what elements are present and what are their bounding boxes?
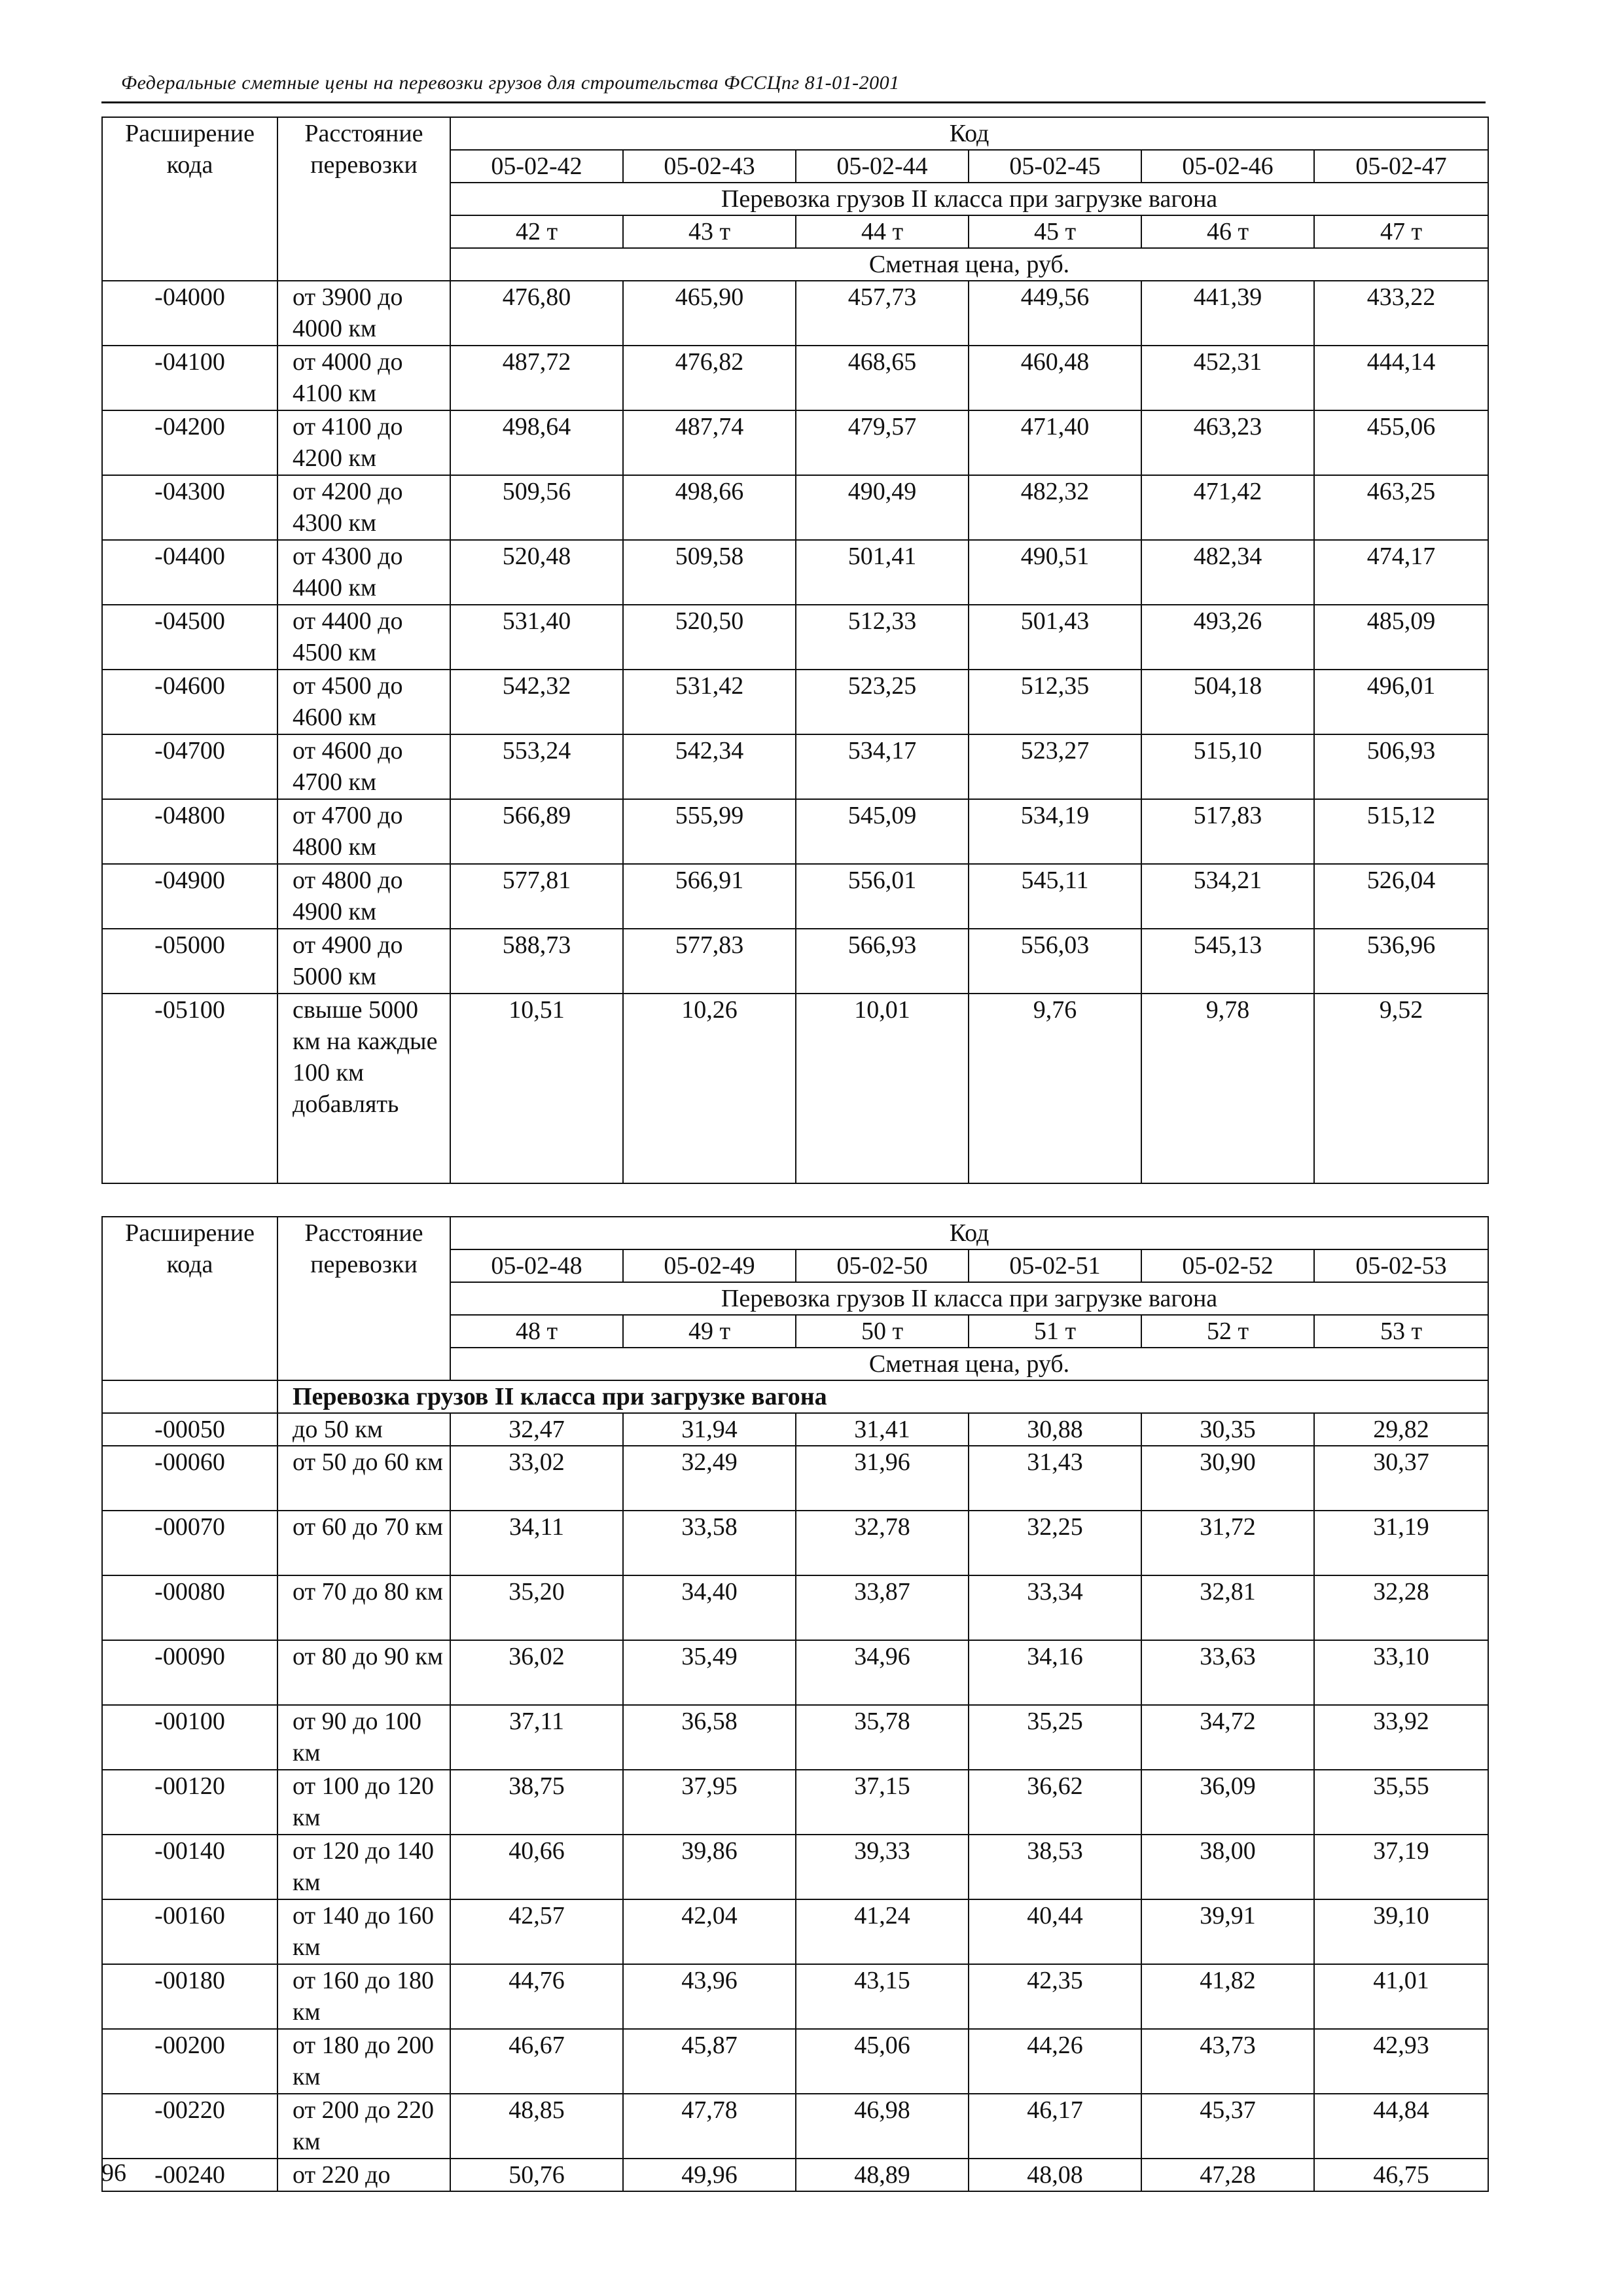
price-cell: 471,40 xyxy=(969,410,1141,475)
price-cell: 534,17 xyxy=(796,734,969,799)
price-cell: 468,65 xyxy=(796,346,969,410)
price-cell: 47,78 xyxy=(623,2094,796,2159)
table-row xyxy=(102,1413,1488,1446)
price-cell: 498,64 xyxy=(450,410,623,475)
price-cell: 482,34 xyxy=(1141,540,1314,605)
kod-header: Код xyxy=(450,117,1488,150)
price-cell: 31,96 xyxy=(796,1446,969,1511)
price-cell: 39,10 xyxy=(1314,1899,1488,1964)
price-cell: 556,01 xyxy=(796,864,969,929)
code-cell: 05-02-43 xyxy=(623,150,796,183)
price-cell: 31,43 xyxy=(969,1446,1141,1511)
price-table-1 xyxy=(101,117,1489,1184)
price-cell: 34,16 xyxy=(969,1640,1141,1705)
extension-code-cell: -05100 xyxy=(102,994,277,1183)
distance-cell: свыше 5000 км на каждые 100 км добавлять xyxy=(277,994,450,1183)
price-cell: 460,48 xyxy=(969,346,1141,410)
price-cell: 504,18 xyxy=(1141,670,1314,734)
extension-code-cell: -00080 xyxy=(102,1575,277,1640)
extension-code-cell: -04500 xyxy=(102,605,277,670)
price-cell: 476,82 xyxy=(623,346,796,410)
page-number: 96 xyxy=(101,2159,126,2187)
distance-cell: от 4700 до 4800 км xyxy=(277,799,450,864)
price-cell: 37,95 xyxy=(623,1770,796,1835)
distance-cell: от 60 до 70 км xyxy=(277,1511,450,1575)
price-cell: 31,41 xyxy=(796,1413,969,1446)
price-cell: 37,11 xyxy=(450,1705,623,1770)
price-cell: 45,87 xyxy=(623,2029,796,2094)
extension-code-cell: -00240 xyxy=(102,2159,277,2191)
price-cell: 465,90 xyxy=(623,281,796,346)
price-cell: 39,86 xyxy=(623,1835,796,1899)
table-row xyxy=(102,1575,1488,1640)
section-blank-cell xyxy=(102,1380,277,1413)
price-cell: 46,67 xyxy=(450,2029,623,2094)
table-row xyxy=(102,1964,1488,2029)
distance-cell: до 50 км xyxy=(277,1413,450,1446)
section-title: Перевозка грузов II класса при загрузке вагона xyxy=(277,1380,1488,1413)
col-header-extension: Расширение кода xyxy=(102,117,277,281)
price-cell: 520,50 xyxy=(623,605,796,670)
price-cell: 37,15 xyxy=(796,1770,969,1835)
extension-code-cell: -00220 xyxy=(102,2094,277,2159)
distance-cell: от 4500 до 4600 км xyxy=(277,670,450,734)
cargo-class-label: Перевозка грузов II класса при загрузке вагона xyxy=(450,1282,1488,1315)
price-cell: 43,96 xyxy=(623,1964,796,2029)
price-cell: 42,57 xyxy=(450,1899,623,1964)
extension-code-cell: -00070 xyxy=(102,1511,277,1575)
price-cell: 449,56 xyxy=(969,281,1141,346)
price-cell: 30,35 xyxy=(1141,1413,1314,1446)
table-row xyxy=(102,1511,1488,1575)
tonnage-cell: 43 т xyxy=(623,215,796,248)
price-cell: 35,49 xyxy=(623,1640,796,1705)
price-cell: 40,44 xyxy=(969,1899,1141,1964)
price-cell: 526,04 xyxy=(1314,864,1488,929)
tonnage-cell: 48 т xyxy=(450,1315,623,1348)
price-cell: 35,20 xyxy=(450,1575,623,1640)
distance-cell: от 90 до 100 км xyxy=(277,1705,450,1770)
price-cell: 35,25 xyxy=(969,1705,1141,1770)
price-cell: 531,42 xyxy=(623,670,796,734)
table-row xyxy=(102,346,1488,410)
price-cell: 47,28 xyxy=(1141,2159,1314,2191)
price-cell: 490,49 xyxy=(796,475,969,540)
tonnage-cell: 42 т xyxy=(450,215,623,248)
code-cell: 05-02-46 xyxy=(1141,150,1314,183)
table-row xyxy=(102,475,1488,540)
price-cell: 36,02 xyxy=(450,1640,623,1705)
price-cell: 463,23 xyxy=(1141,410,1314,475)
price-cell: 452,31 xyxy=(1141,346,1314,410)
price-cell: 36,62 xyxy=(969,1770,1141,1835)
table-row xyxy=(102,1770,1488,1835)
price-cell: 433,22 xyxy=(1314,281,1488,346)
tonnage-cell: 47 т xyxy=(1314,215,1488,248)
price-cell: 487,72 xyxy=(450,346,623,410)
table-row xyxy=(102,1705,1488,1770)
price-cell: 534,19 xyxy=(969,799,1141,864)
distance-cell: от 140 до 160 км xyxy=(277,1899,450,1964)
tonnage-cell: 51 т xyxy=(969,1315,1141,1348)
extension-code-cell: -04000 xyxy=(102,281,277,346)
distance-cell: от 50 до 60 км xyxy=(277,1446,450,1511)
price-cell: 33,87 xyxy=(796,1575,969,1640)
price-cell: 44,84 xyxy=(1314,2094,1488,2159)
distance-cell: от 180 до 200 км xyxy=(277,2029,450,2094)
price-cell: 506,93 xyxy=(1314,734,1488,799)
extension-code-cell: -00050 xyxy=(102,1413,277,1446)
tonnage-cell: 46 т xyxy=(1141,215,1314,248)
price-cell: 520,48 xyxy=(450,540,623,605)
extension-code-cell: -04400 xyxy=(102,540,277,605)
price-cell: 32,28 xyxy=(1314,1575,1488,1640)
price-cell: 33,10 xyxy=(1314,1640,1488,1705)
distance-cell: от 4200 до 4300 км xyxy=(277,475,450,540)
price-cell: 490,51 xyxy=(969,540,1141,605)
distance-cell: от 4300 до 4400 км xyxy=(277,540,450,605)
price-label: Сметная цена, руб. xyxy=(450,1348,1488,1380)
tonnage-cell: 50 т xyxy=(796,1315,969,1348)
extension-code-cell: -00060 xyxy=(102,1446,277,1511)
header-rule xyxy=(101,101,1486,103)
price-cell: 33,92 xyxy=(1314,1705,1488,1770)
price-cell: 38,75 xyxy=(450,1770,623,1835)
price-cell: 444,14 xyxy=(1314,346,1488,410)
extension-code-cell: -00090 xyxy=(102,1640,277,1705)
price-cell: 33,34 xyxy=(969,1575,1141,1640)
price-cell: 501,43 xyxy=(969,605,1141,670)
distance-cell: от 3900 до 4000 км xyxy=(277,281,450,346)
price-cell: 30,37 xyxy=(1314,1446,1488,1511)
price-cell: 10,51 xyxy=(450,994,623,1183)
code-cell: 05-02-53 xyxy=(1314,1249,1488,1282)
price-cell: 523,25 xyxy=(796,670,969,734)
code-cell: 05-02-51 xyxy=(969,1249,1141,1282)
extension-code-cell: -04200 xyxy=(102,410,277,475)
extension-code-cell: -00100 xyxy=(102,1705,277,1770)
col-header-distance: Расстояние перевозки xyxy=(277,117,450,281)
code-cell: 05-02-50 xyxy=(796,1249,969,1282)
table-row xyxy=(102,605,1488,670)
price-cell: 36,09 xyxy=(1141,1770,1314,1835)
code-cell: 05-02-45 xyxy=(969,150,1141,183)
price-cell: 9,76 xyxy=(969,994,1141,1183)
price-cell: 35,55 xyxy=(1314,1770,1488,1835)
price-cell: 509,56 xyxy=(450,475,623,540)
price-cell: 45,06 xyxy=(796,2029,969,2094)
table-row xyxy=(102,1446,1488,1511)
kod-header: Код xyxy=(450,1217,1488,1249)
price-cell: 46,75 xyxy=(1314,2159,1488,2191)
price-label: Сметная цена, руб. xyxy=(450,248,1488,281)
price-cell: 566,93 xyxy=(796,929,969,994)
price-cell: 9,78 xyxy=(1141,994,1314,1183)
distance-cell: от 4900 до 5000 км xyxy=(277,929,450,994)
extension-code-cell: -00140 xyxy=(102,1835,277,1899)
tonnage-cell: 53 т xyxy=(1314,1315,1488,1348)
table-row xyxy=(102,410,1488,475)
extension-code-cell: -04800 xyxy=(102,799,277,864)
price-cell: 30,88 xyxy=(969,1413,1141,1446)
distance-cell: от 4100 до 4200 км xyxy=(277,410,450,475)
table-row xyxy=(102,734,1488,799)
distance-cell: от 4000 до 4100 км xyxy=(277,346,450,410)
price-cell: 42,04 xyxy=(623,1899,796,1964)
code-cell: 05-02-47 xyxy=(1314,150,1488,183)
price-cell: 471,42 xyxy=(1141,475,1314,540)
tonnage-cell: 44 т xyxy=(796,215,969,248)
price-cell: 46,17 xyxy=(969,2094,1141,2159)
extension-code-cell: -04600 xyxy=(102,670,277,734)
price-cell: 485,09 xyxy=(1314,605,1488,670)
price-cell: 577,83 xyxy=(623,929,796,994)
price-cell: 501,41 xyxy=(796,540,969,605)
price-cell: 29,82 xyxy=(1314,1413,1488,1446)
price-cell: 577,81 xyxy=(450,864,623,929)
price-cell: 36,58 xyxy=(623,1705,796,1770)
price-cell: 588,73 xyxy=(450,929,623,994)
code-cell: 05-02-48 xyxy=(450,1249,623,1282)
tonnage-cell: 49 т xyxy=(623,1315,796,1348)
price-cell: 31,94 xyxy=(623,1413,796,1446)
price-cell: 38,53 xyxy=(969,1835,1141,1899)
price-cell: 496,01 xyxy=(1314,670,1488,734)
price-cell: 10,01 xyxy=(796,994,969,1183)
price-cell: 536,96 xyxy=(1314,929,1488,994)
price-cell: 46,98 xyxy=(796,2094,969,2159)
table-row xyxy=(102,1835,1488,1899)
table-header-row xyxy=(102,1217,1488,1249)
price-cell: 48,08 xyxy=(969,2159,1141,2191)
price-cell: 44,26 xyxy=(969,2029,1141,2094)
price-cell: 531,40 xyxy=(450,605,623,670)
table-row xyxy=(102,864,1488,929)
table-row xyxy=(102,994,1488,1183)
price-cell: 545,13 xyxy=(1141,929,1314,994)
price-cell: 523,27 xyxy=(969,734,1141,799)
table-row xyxy=(102,799,1488,864)
table-row xyxy=(102,1640,1488,1705)
tonnage-cell: 52 т xyxy=(1141,1315,1314,1348)
price-cell: 48,85 xyxy=(450,2094,623,2159)
price-cell: 517,83 xyxy=(1141,799,1314,864)
price-cell: 493,26 xyxy=(1141,605,1314,670)
price-cell: 476,80 xyxy=(450,281,623,346)
extension-code-cell: -05000 xyxy=(102,929,277,994)
price-cell: 34,11 xyxy=(450,1511,623,1575)
price-cell: 482,32 xyxy=(969,475,1141,540)
tonnage-cell: 45 т xyxy=(969,215,1141,248)
table-row xyxy=(102,281,1488,346)
price-cell: 455,06 xyxy=(1314,410,1488,475)
distance-cell: от 100 до 120 км xyxy=(277,1770,450,1835)
price-cell: 566,89 xyxy=(450,799,623,864)
code-cell: 05-02-44 xyxy=(796,150,969,183)
price-cell: 33,63 xyxy=(1141,1640,1314,1705)
price-cell: 41,82 xyxy=(1141,1964,1314,2029)
price-cell: 9,52 xyxy=(1314,994,1488,1183)
price-cell: 545,09 xyxy=(796,799,969,864)
price-cell: 474,17 xyxy=(1314,540,1488,605)
distance-cell: от 70 до 80 км xyxy=(277,1575,450,1640)
price-cell: 463,25 xyxy=(1314,475,1488,540)
distance-cell: от 120 до 140 км xyxy=(277,1835,450,1899)
extension-code-cell: -00200 xyxy=(102,2029,277,2094)
running-header: Федеральные сметные цены на перевозки грузов для строительства ФССЦпг 81-01-2001 xyxy=(121,72,900,94)
distance-cell: от 4400 до 4500 км xyxy=(277,605,450,670)
table-row xyxy=(102,670,1488,734)
price-cell: 32,78 xyxy=(796,1511,969,1575)
price-cell: 509,58 xyxy=(623,540,796,605)
price-cell: 32,49 xyxy=(623,1446,796,1511)
table-header-row xyxy=(102,117,1488,150)
price-cell: 534,21 xyxy=(1141,864,1314,929)
price-cell: 43,73 xyxy=(1141,2029,1314,2094)
distance-cell: от 220 до xyxy=(277,2159,450,2191)
price-cell: 498,66 xyxy=(623,475,796,540)
price-cell: 30,90 xyxy=(1141,1446,1314,1511)
extension-code-cell: -04900 xyxy=(102,864,277,929)
price-cell: 34,96 xyxy=(796,1640,969,1705)
price-cell: 31,19 xyxy=(1314,1511,1488,1575)
distance-cell: от 4800 до 4900 км xyxy=(277,864,450,929)
distance-cell: от 160 до 180 км xyxy=(277,1964,450,2029)
price-cell: 33,02 xyxy=(450,1446,623,1511)
price-cell: 45,37 xyxy=(1141,2094,1314,2159)
price-cell: 50,76 xyxy=(450,2159,623,2191)
code-cell: 05-02-52 xyxy=(1141,1249,1314,1282)
price-cell: 41,01 xyxy=(1314,1964,1488,2029)
code-cell: 05-02-42 xyxy=(450,150,623,183)
price-cell: 40,66 xyxy=(450,1835,623,1899)
price-cell: 542,34 xyxy=(623,734,796,799)
price-cell: 39,91 xyxy=(1141,1899,1314,1964)
price-cell: 479,57 xyxy=(796,410,969,475)
price-cell: 515,12 xyxy=(1314,799,1488,864)
table-row xyxy=(102,540,1488,605)
price-cell: 556,03 xyxy=(969,929,1141,994)
distance-cell: от 200 до 220 км xyxy=(277,2094,450,2159)
price-cell: 41,24 xyxy=(796,1899,969,1964)
price-cell: 42,93 xyxy=(1314,2029,1488,2094)
price-cell: 34,40 xyxy=(623,1575,796,1640)
price-cell: 31,72 xyxy=(1141,1511,1314,1575)
price-cell: 34,72 xyxy=(1141,1705,1314,1770)
price-cell: 555,99 xyxy=(623,799,796,864)
price-cell: 553,24 xyxy=(450,734,623,799)
col-header-extension: Расширение кода xyxy=(102,1217,277,1380)
price-table-2 xyxy=(101,1216,1489,2192)
price-cell: 32,47 xyxy=(450,1413,623,1446)
table-row xyxy=(102,2029,1488,2094)
price-cell: 515,10 xyxy=(1141,734,1314,799)
col-header-distance: Расстояние перевозки xyxy=(277,1217,450,1380)
extension-code-cell: -00160 xyxy=(102,1899,277,1964)
price-cell: 37,19 xyxy=(1314,1835,1488,1899)
price-cell: 42,35 xyxy=(969,1964,1141,2029)
distance-cell: от 4600 до 4700 км xyxy=(277,734,450,799)
extension-code-cell: -04700 xyxy=(102,734,277,799)
price-cell: 441,39 xyxy=(1141,281,1314,346)
price-cell: 512,33 xyxy=(796,605,969,670)
price-cell: 457,73 xyxy=(796,281,969,346)
extension-code-cell: -04100 xyxy=(102,346,277,410)
price-cell: 542,32 xyxy=(450,670,623,734)
price-cell: 49,96 xyxy=(623,2159,796,2191)
table-row xyxy=(102,2094,1488,2159)
price-cell: 566,91 xyxy=(623,864,796,929)
code-cell: 05-02-49 xyxy=(623,1249,796,1282)
price-cell: 32,81 xyxy=(1141,1575,1314,1640)
price-cell: 38,00 xyxy=(1141,1835,1314,1899)
price-cell: 39,33 xyxy=(796,1835,969,1899)
cargo-class-label: Перевозка грузов II класса при загрузке вагона xyxy=(450,183,1488,215)
section-row xyxy=(102,1380,1488,1413)
extension-code-cell: -04300 xyxy=(102,475,277,540)
extension-code-cell: -00180 xyxy=(102,1964,277,2029)
price-cell: 545,11 xyxy=(969,864,1141,929)
price-cell: 43,15 xyxy=(796,1964,969,2029)
table-row xyxy=(102,1899,1488,1964)
table-row xyxy=(102,929,1488,994)
extension-code-cell: -00120 xyxy=(102,1770,277,1835)
price-cell: 487,74 xyxy=(623,410,796,475)
price-cell: 33,58 xyxy=(623,1511,796,1575)
price-cell: 32,25 xyxy=(969,1511,1141,1575)
price-cell: 10,26 xyxy=(623,994,796,1183)
distance-cell: от 80 до 90 км xyxy=(277,1640,450,1705)
table-row xyxy=(102,2159,1488,2191)
price-cell: 44,76 xyxy=(450,1964,623,2029)
price-cell: 512,35 xyxy=(969,670,1141,734)
price-cell: 48,89 xyxy=(796,2159,969,2191)
price-cell: 35,78 xyxy=(796,1705,969,1770)
